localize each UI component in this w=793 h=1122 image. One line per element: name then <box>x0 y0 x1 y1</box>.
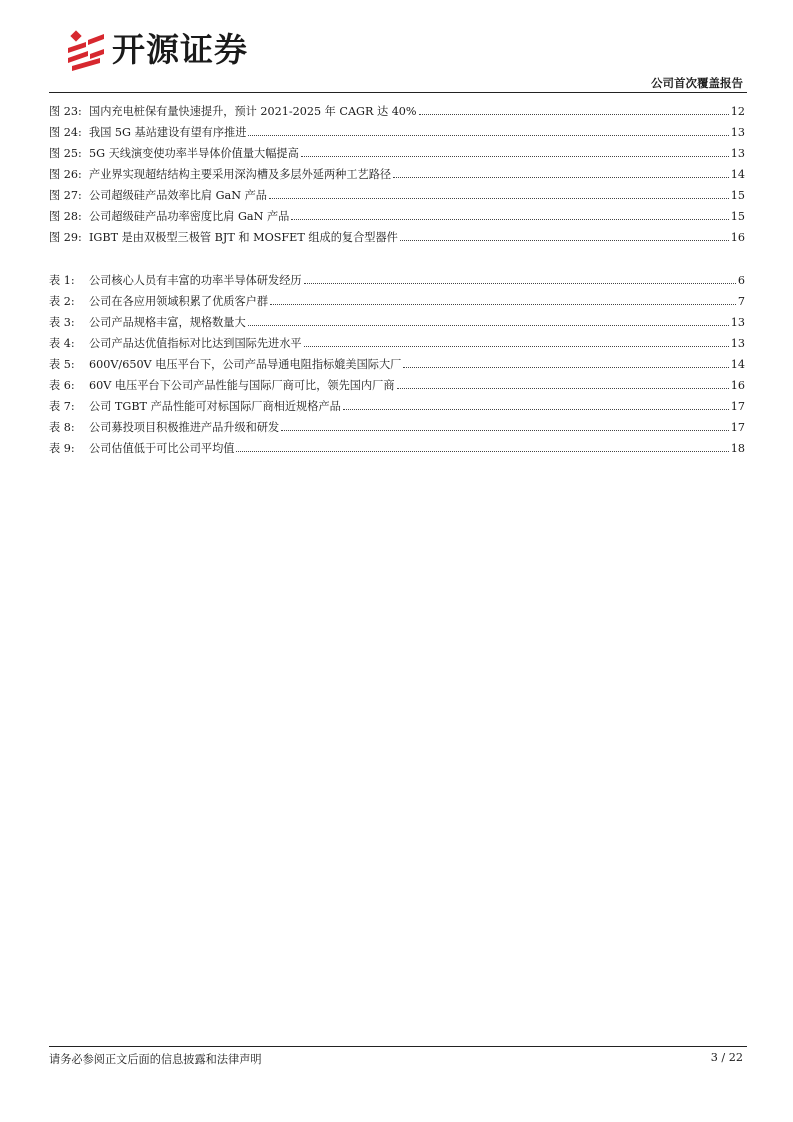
company-logo <box>66 28 248 72</box>
toc-page-number: 14 <box>730 168 745 181</box>
toc-leader-dots <box>270 304 736 305</box>
toc-leader-dots <box>248 325 729 326</box>
toc-number: 表 7: <box>49 400 75 413</box>
toc-title: 5G 天线演变使功率半导体价值量大幅提高 <box>89 147 299 160</box>
toc-title: 公司在各应用领域积累了优质客户群 <box>89 295 269 308</box>
toc-number: 表 9: <box>49 442 75 455</box>
toc-number: 表 6: <box>49 379 75 392</box>
toc-page-number: 13 <box>730 126 745 139</box>
toc-number: 表 2: <box>49 295 75 308</box>
toc-leader-dots <box>269 198 729 199</box>
toc-title: 公司核心人员有丰富的功率半导体研发经历 <box>89 274 302 287</box>
toc-entry[interactable] <box>49 224 745 245</box>
toc-entry[interactable] <box>49 161 745 182</box>
toc-number: 图 25: <box>49 147 82 160</box>
toc-page-number: 13 <box>730 147 745 160</box>
toc-page-number: 17 <box>730 400 745 413</box>
toc-title: 我国 5G 基站建设有望有序推进 <box>89 126 247 139</box>
toc-page-number: 18 <box>730 442 745 455</box>
toc-entry[interactable] <box>49 372 745 393</box>
toc-leader-dots <box>301 156 729 157</box>
toc-title: 60V 电压平台下公司产品性能与国际厂商可比，领先国内厂商 <box>89 379 395 392</box>
toc-title: IGBT 是由双极型三极管 BJT 和 MOSFET 组成的复合型器件 <box>89 231 398 244</box>
toc-page-number: 12 <box>730 105 745 118</box>
header-divider <box>49 92 747 93</box>
toc-leader-dots <box>281 430 729 431</box>
toc-leader-dots <box>343 409 729 410</box>
toc-title: 公司估值低于可比公司平均值 <box>89 442 235 455</box>
toc-number: 图 28: <box>49 210 82 223</box>
toc-page-number: 13 <box>730 316 745 329</box>
toc-entry[interactable] <box>49 393 745 414</box>
kaiyuan-logo-icon <box>66 28 106 72</box>
toc-title: 公司 TGBT 产品性能可对标国际厂商相近规格产品 <box>89 400 341 413</box>
toc-title: 国内充电桩保有量快速提升，预计 2021-2025 年 CAGR 达 40% <box>89 105 417 118</box>
toc-title: 公司产品规格丰富，规格数量大 <box>89 316 246 329</box>
toc-leader-dots <box>236 451 728 452</box>
toc-leader-dots <box>393 177 729 178</box>
toc-page-number: 16 <box>730 379 745 392</box>
toc-entry[interactable] <box>49 330 745 351</box>
toc-page-number: 6 <box>737 274 745 287</box>
toc-entry[interactable] <box>49 351 745 372</box>
toc-title: 公司超级硅产品效率比肩 GaN 产品 <box>89 189 267 202</box>
toc-page-number: 17 <box>730 421 745 434</box>
footer-disclaimer: 请务必参阅正文后面的信息披露和法律声明 <box>49 1053 262 1066</box>
toc-leader-dots <box>397 388 729 389</box>
toc-number: 图 27: <box>49 189 82 202</box>
toc-title: 公司超级硅产品功率密度比肩 GaN 产品 <box>89 210 290 223</box>
toc-entry[interactable] <box>49 140 745 161</box>
toc-page-number: 14 <box>730 358 745 371</box>
footer-divider <box>49 1046 747 1047</box>
toc-number: 图 29: <box>49 231 82 244</box>
table-list <box>49 267 745 456</box>
toc-title: 产业界实现超结结构主要采用深沟槽及多层外延两种工艺路径 <box>89 168 392 181</box>
toc-entry[interactable] <box>49 182 745 203</box>
toc-page-number: 15 <box>730 210 745 223</box>
toc-leader-dots <box>304 283 736 284</box>
toc-leader-dots <box>403 367 728 368</box>
toc-entry[interactable] <box>49 309 745 330</box>
toc-leader-dots <box>291 219 728 220</box>
toc-number: 表 1: <box>49 274 75 287</box>
toc-number: 图 23: <box>49 105 82 118</box>
toc-entry[interactable] <box>49 414 745 435</box>
toc-title: 公司募投项目积极推进产品升级和研发 <box>89 421 280 434</box>
toc-entry[interactable] <box>49 203 745 224</box>
toc-leader-dots <box>400 240 729 241</box>
toc-number: 图 24: <box>49 126 82 139</box>
toc-entry[interactable] <box>49 119 745 140</box>
toc-page-number: 15 <box>730 189 745 202</box>
report-type-label: 公司首次覆盖报告 <box>651 76 743 90</box>
toc-number: 图 26: <box>49 168 82 181</box>
toc-page-number: 13 <box>730 337 745 350</box>
toc-leader-dots <box>248 135 728 136</box>
toc-page-number: 7 <box>737 295 745 308</box>
toc-entry[interactable] <box>49 267 745 288</box>
toc-number: 表 4: <box>49 337 75 350</box>
page-number: 3 / 22 <box>710 1051 743 1064</box>
figure-list <box>49 98 745 245</box>
toc-number: 表 5: <box>49 358 75 371</box>
toc-number: 表 3: <box>49 316 75 329</box>
toc-title: 公司产品达优值指标对比达到国际先进水平 <box>89 337 302 350</box>
toc-page-number: 16 <box>730 231 745 244</box>
toc-entry[interactable] <box>49 435 745 456</box>
toc-entry[interactable] <box>49 288 745 309</box>
toc-entry[interactable] <box>49 98 745 119</box>
logo-wordmark: 开源证券 <box>112 30 248 69</box>
toc-title: 600V/650V 电压平台下，公司产品导通电阻指标媲美国际大厂 <box>89 358 402 371</box>
toc-leader-dots <box>419 114 729 115</box>
toc-number: 表 8: <box>49 421 75 434</box>
toc-leader-dots <box>304 346 729 347</box>
